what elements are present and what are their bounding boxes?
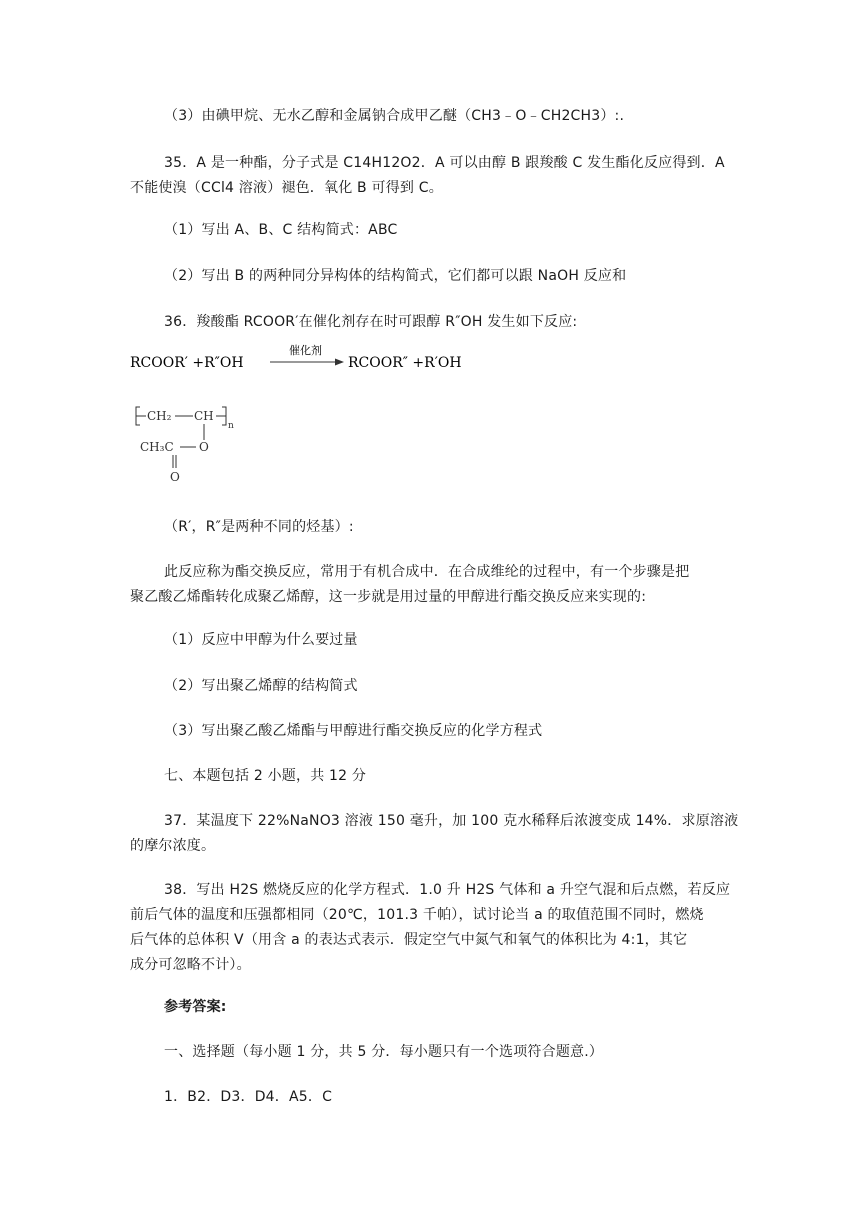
text-line: 的摩尔浓度。 xyxy=(130,838,216,854)
ester-oxygen: O xyxy=(199,440,209,454)
backbone-ch2: CH₂ xyxy=(147,409,172,423)
text-line: （3）由碘甲烷、无水乙醇和金属钠合成甲乙醚（CH3﹣O﹣CH2CH3）:. xyxy=(164,108,625,124)
question-36-1: （1）反应中甲醇为什么要过量 xyxy=(164,632,358,648)
question-38: 38．写出 H2S 燃烧反应的化学方程式．1.0 升 H2S 气体和 a 升空气混和后点燃，若反应 xyxy=(164,882,731,898)
r-definition: （R′，R″是两种不同的烃基）: xyxy=(164,519,354,535)
equation-left: RCOOR′ +R″OH xyxy=(130,355,244,371)
question-36-2: （2）写出聚乙烯醇的结构简式 xyxy=(164,678,358,694)
carbonyl-oxygen: O xyxy=(170,470,180,484)
text-line: 前后气体的温度和压强都相同（20℃，101.3 千帕），试讨论当 a 的取值范围不同时，燃烧 xyxy=(130,907,704,923)
paragraph-line: 此反应称为酯交换反应，常用于有机合成中．在合成维纶的过程中，有一个步骤是把 xyxy=(164,564,690,580)
repeat-n: n xyxy=(228,421,234,431)
ester-exchange-equation xyxy=(130,342,550,382)
pendant-ch3c: CH₃C xyxy=(140,440,174,454)
paragraph-line: 聚乙酸乙烯酯转化成聚乙烯醇，这一步就是用过量的甲醇进行酯交换反应来实现的: xyxy=(130,589,647,605)
polyvinyl-acetate-structure xyxy=(130,398,300,490)
question-35: 35．A 是一种酯，分子式是 C14H12O2．A 可以由醇 B 跟羧酸 C 发生酯化反应得到．A xyxy=(164,155,725,171)
answer-line: 1．B2．D3．D4．A5．C xyxy=(164,1089,333,1105)
text-line: 成分可忽略不计）。 xyxy=(130,957,251,973)
section-heading: 一、选择题（每小题 1 分，共 5 分．每小题只有一个选项符合题意.） xyxy=(164,1044,604,1060)
question-36-3: （3）写出聚乙酸乙烯酯与甲醇进行酯交换反应的化学方程式 xyxy=(164,723,543,739)
question-35-1: （1）写出 A、B、C 结构简式：ABC xyxy=(164,222,398,238)
catalyst-label: 催化剂 xyxy=(289,344,322,357)
question-37: 37．某温度下 22%NaNO3 溶液 150 毫升，加 100 克水稀释后浓渡变成 14%．求原溶液 xyxy=(164,813,739,829)
equation-right: RCOOR″ +R′OH xyxy=(348,355,462,371)
answer-title: 参考答案: xyxy=(164,999,227,1015)
question-35-2: （2）写出 B 的两种同分异构体的结构简式，它们都可以跟 NaOH 反应和 xyxy=(164,268,627,284)
backbone-ch: CH xyxy=(194,409,214,423)
section-heading: 七、本题包括 2 小题，共 12 分 xyxy=(164,768,367,784)
question-36: 36．羧酸酯 RCOOR′在催化剂存在时可跟醇 R″OH 发生如下反应: xyxy=(164,314,578,330)
text-line: 后气体的总体积 V（用含 a 的表达式表示．假定空气中氮气和氧气的体积比为 4:1，其它 xyxy=(130,932,688,948)
arrow-head xyxy=(335,359,344,366)
text-line: 不能使溴（CCl4 溶液）褪色．氧化 B 可得到 C。 xyxy=(130,180,443,196)
